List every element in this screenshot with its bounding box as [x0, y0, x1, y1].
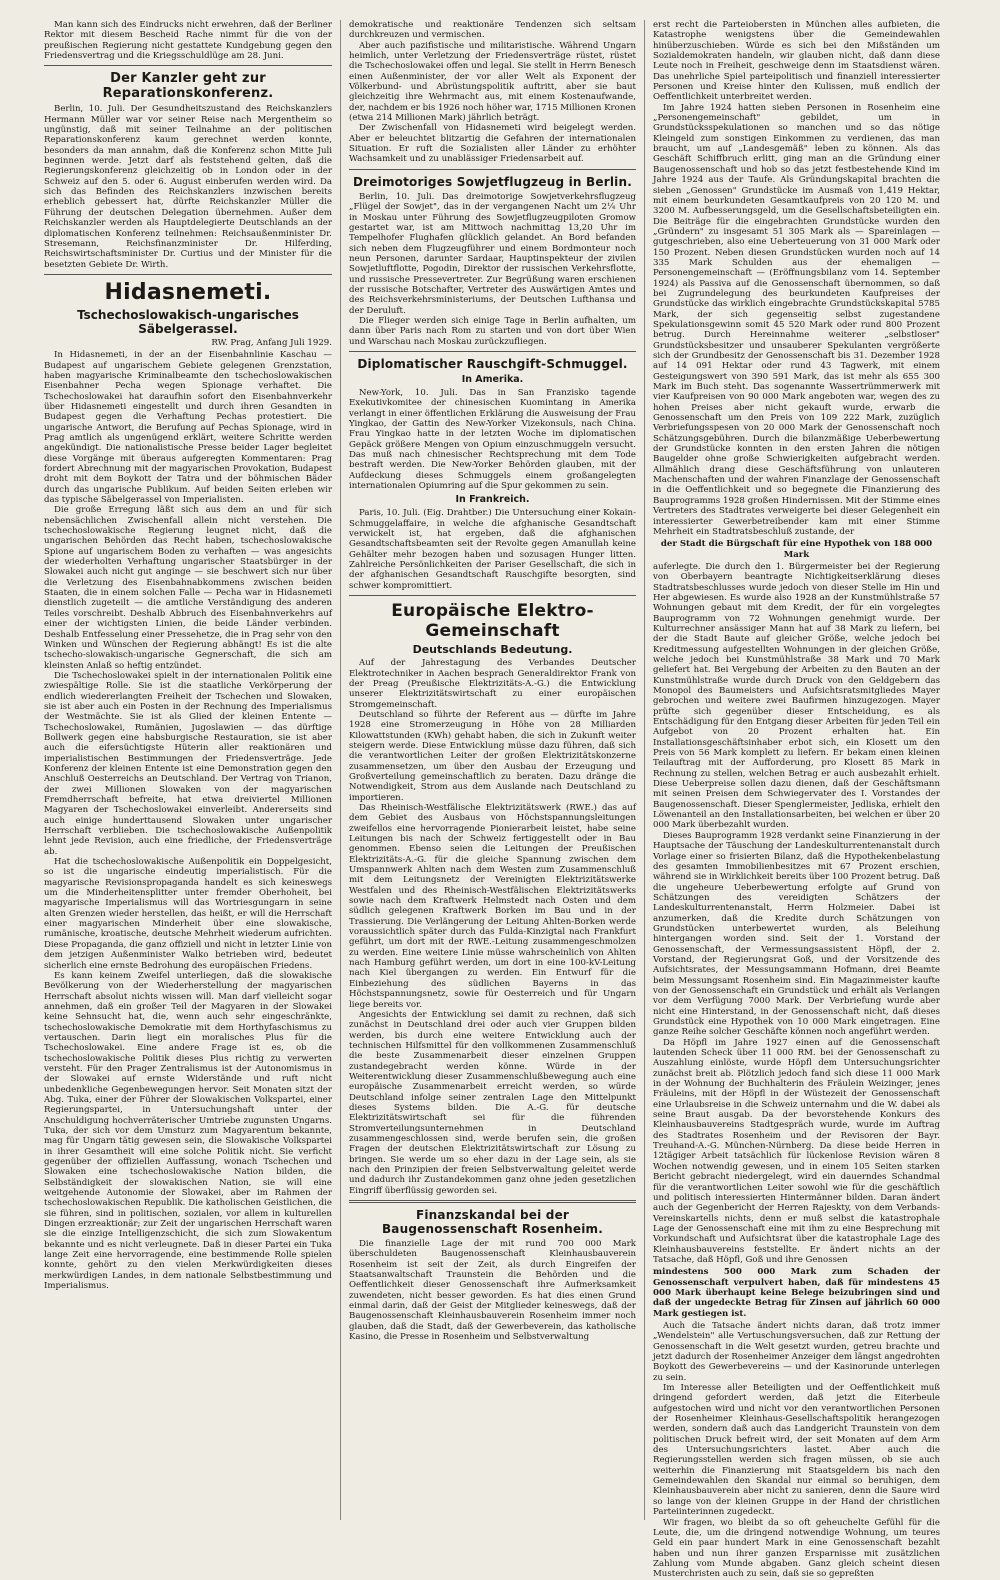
rausch-headline: Diplomatischer Rauschgift-Schmuggel.	[357, 356, 628, 371]
divider	[349, 1200, 636, 1203]
schaden-highlight: mindestens 500 000 Mark zum Schaden der Genossenschaft verpulvert haben, daß für mindestens 45 000 Mark überhaupt keine Belege beizubringen sind und daß der ungedeckte Betrag für Zinsen auf jährlich 60 000 Mark gestiegen ist.	[653, 1267, 940, 1319]
continued-paragraph-1: demokratische und reaktionäre Tendenzen sich seltsam durchkreuzen und vermischen.	[349, 20, 636, 41]
rosen-headline: Finanzskandal bei der Baugenossenschaft Rosenheim.	[381, 1208, 604, 1237]
hidas-paragraph-1: In Hidasnemeti, in der an der Eisenbahnlinie Kaschau — Budapest auf ungarischem Gebiete gelegenen Grenzstation, haben magyarische Kriminalbeamte den tschechoslowakischen Eisenbahner Pecha wegen Spionage verhaftet. Die Tschechoslowakei hat daraufhin sofort den Eisenbahnverkehr über Hidasnemeti eingestellt und durch ihren Gesandten in Budapest gegen die Verhaftung Pechas protestiert. Die ungarische Antwort, die Berufung auf Pechas Spionage, wird in Prag amtlich als ungenügend erklärt, weitere Schritte werden angekündigt. Die nationalistische Presse beider Lager begleitet diese Vorgänge mit überaus aufgeregten Kommentaren: Prag fordert Abrechnung mit der magyarischen Provokation, Budapest droht mit dem Boykott der Tatra und der böhmischen Bäder durch das ungarische Publikum. Auf beiden Seiten erleben wir das typische Säbelgerassel von Imperialisten.	[44, 350, 332, 506]
rosen-continued-2: Im Jahre 1924 hatten sieben Personen in Rosenheim eine „Personengemeinschaft" gebildet, um in Grundstücksspekulationen so manchen und so das nötige Kleingeld zum sonstigen Einkommen zu verdienen, das man braucht, um auf „Landesgemäß" leben zu können. Als das Geschäft Schiffbruch erlitt, ging man an die Gründung einer Baugenossenschaft und hob so das jetzt festbestehende Kind im Jahre 1924 aus der Taufe. Als Gründungskapital brachten die sieben „Genossen" Grundstücke im Ausmaß von 1,419 Hektar, mit einem beurkundeten Gesamtkaufpreis von 20 120 M. und 3200 M. Aufbesserungsgeld, um die Gesellschaftsbeteiligten ein. Die Beiträge für die eingebrachten Grundstücke wurden den „Gründern" zu insgesamt 51 305 Mark als — Spareinlagen — gutgeschrieben, also eine Ueberteuerung von 31 000 Mark oder 150 Prozent. Neben diesen Grundstücken wurden noch auf 14 335 Mark Schulden aus der ehemaligen — Personengemeinschaft — (Eröffnungsbilanz vom 14. September 1924) als Passiva auf die Genossenschaft übernommen, so daß bei Zugrundelegung des beurkundeten Kaufpreises der Grundstücke das wirklich eingebrachte Grundstückskapital 5785 Mark, der sich gegenseitig selbst zugestandene Spekulationsgewinn somit 45 520 Mark oder rund 800 Prozent betrug. Durch Hereinnahme weiterer „selbstloser" Grundstücksbesitzer und unsauberer Spekulanten vergrößerte sich der Grundbesitz der Genossenschaft bis 31. Dezember 1928 auf 14 091 Hektar oder rund 43 Tagwerk, mit einem Gesteigungswert von 390 591 Mark, das ist mehr als 655 300 Mark im Buch steht. Das sogenannte Wassertrümmerwerk mit vier Kaufpreisen von 90 000 Mark angeboten war, wegen des zu hohen Preises aber nicht gekauft wurde, erwarb die Genossenschaft um den Preis von 109 222 Mark, zuzüglich Verbriefungsspesen von 20 000 Mark der Genossenschaft noch Schätzungsgebühren. Durch die bilanzmäßige Ueberbewertung der Grundstücke konnten in den ersten Jahren die nötigen Baugelder ohne große Schwierigkeiten aufgebracht werden. Allmählich drang diese Geschäftsführung von unlauteren Machenschaften und der wahren Finanzlage der Genossenschaft in die Oeffentlichkeit und so begegnete die Finanzierung des Bauprogramms 1928 großen Hindernissen. Mit der Stimme eines Vertreters des Stadtrates verweigerte bei dieser Gelegenheit ein interessierter Gewerbetreibender kam mit einer Stimme Mehrheit ein Stadtratsbeschluß zustande, der	[653, 102, 940, 537]
intro-paragraph: Man kann sich des Eindrucks nicht erwehren, daß der Berliner Rektor mit diesem Bescheid Rache nimmt für die von der preußischen Regierung nicht gestattete Kundgebung gegen den Friedensvertrag und die Kriegsschuldlüge am 28. Juni.	[44, 20, 332, 62]
buergschaft-highlight: der Stadt die Bürgschaft für eine Hypothek von 188 000 Mark	[660, 539, 933, 560]
divider	[44, 65, 332, 66]
hidas-paragraph-5: Es kann keinem Zweifel unterliegen, daß die slowakische Bevölkerung von der Wiederherstellung der magyarischen Herrschaft absolut nichts wissen will. Man darf vielleicht sogar annehmen, daß ein großer Teil der Magyaren in der Slowakei keine Sehnsucht hat, die, wenn auch sehr eingeschränkte, tschechoslowakische Demokratie mit dem Horthyfaschismus zu vertauschen. Darin liegt ein moralisches Plus für die Tschechoslowakei. Eine andere Frage ist es, ob die tschechoslowakische Politik dieses Plus richtig zu verwerten versteht. Für den Prager Zentralismus ist der Autonomismus in der Slowakei auf ernste Widerstände und ruft nicht unbedenkliche Gegenbewegungen hervor. Seit Monaten sitzt der Abg. Tuka, einer der Führer der Slowakischen Volkspartei, einer Regierungspartei, in Untersuchungshaft unter der Anschuldigung hochverräterischer Umtriebe zugunsten Ungarns. Tuka, der sich vor dem Umsturz zum Magyarentum bekannte, mag für Ungarn tätig gewesen sein, die Slowakische Volkspartei in ihrer Gesamtheit will eine solche Politik nicht. Sie verficht gegenüber der offiziellen Auffassung, wonach Tschechen und Slowaken eine tschechoslowakische Nation bilden, die Selbständigkeit der slowakischen Nation, sie will eine weitgehende Autonomie der Slowakei, aber im Rahmen der tschechoslowakischen Republik. Die katholischen Geistlichen, die sie führen, sind in politischen, sozialen, vor allem in kulturellen Dingen erzreaktionär; zur Zeit der ungarischen Herrschaft waren sie die einzige Intelligenzschicht, die sich zum Slowakentum bekannte und es nicht verleugnete. Daß in dieser Partei ein Tuka lange Zeit eine hervorragende, eine bestimmende Rolle spielen konnte, gehört zu den vielen Merkwürdigkeiten dieses merkwürdigen Landes, in dem nationale Selbstbestimmung und Imperialismus.	[44, 970, 332, 1292]
hidas-subheadline: Tschechoslowakisch-ungarisches Säbelgerassel.	[77, 307, 299, 336]
sowjet-paragraph-1: Berlin, 10. Juli. Das dreimotorige Sowjetverkehrsflugzeug „Flügel der Sowjet", das in der vergangenen Nacht um 2¼ Uhr in Moskau unter Führung des Sowjetflugzeugpiloten Gromow gestartet war, ist am Mittwoch nachmittag 13,20 Uhr im Tempelhofer Flughafen glücklich gelandet. An Bord befanden sich neben dem Flugzeugführer und einem Bordmonteur noch neun Personen, darunter Sardaar, Hauptinspekteur der zivilen Sowjetluftflotte, Pogodin, Direktor der russischen Verkehrsflotte, und russische Pressevertreter. Zur Begrüßung waren erschienen der russische Botschafter, Vertreter des Auswärtigen Amtes und des Reichsverkehrsministeriums, der Deutschen Lufthansa und der Deruluft.	[349, 191, 636, 316]
hidas-headline: Hidasnemeti.	[104, 279, 272, 305]
rosen-continued-5: Da Höpfl im Jahre 1927 einen auf die Genossenschaft lautenden Scheck über 11 000 RM. bei der Genossenschaft zu Auszahlung einlöste, wurde Höpfl dem Untersuchungsrichter zunächst breit ab. Plötzlich jedoch fand sich diese 11 000 Mark in der Wohnung der Buchhalterin des Fräulein Weizinger, jenes Fräuleins, mit der Höpfl in der Wüstezeit der Genossenschaft eine Urlaubsreise in die Schweiz unternahm und die W. dabei als seine Braut ausgab. Da der bevorstehende Konkurs des Kleinhausbauvereins Stadtgespräch wurde, wurde im Auftrag des Stadtrates Rosenheim und der Revisoren der Bayr. Treuhand-A.-G. München-Nürnberg. Da diese beide Herren in 12tägiger Arbeit tatsächlich für lückenlose Revision wären 8 Wochen notwendig gewesen, und in einem 105 Seiten starken Bericht gebracht niedergelegt, wird ein dauerndes Schandmal für die verantwortlichen Leiter sowohl wie für die geschäftlich und politisch interessierten Hintermänner bilden. Daran ändert auch der Gegenbericht der Herren Rajeskty, von dem Verbands-Vereinskartells nichts, denn er muß selbst die katastrophale Lage der Genossenschaft eine mit ihm zu eine Besprechung mit Vorkundschaft und Aufsichtsrat über die katastrophale Lage des Kleinhausbauvereins feststellte. Er ändert nichts an der Tatsache, daß Höpfl, Goß und ihre Genossen	[653, 1037, 940, 1265]
elektro-paragraph-4: Angesichts der Entwicklung sei damit zu rechnen, daß sich zunächst in Deutschland drei oder auch vier Gruppen bilden werden, bis durch eine weitere Entwicklung auch der technischen Hilfsmittel für den vollkommenen Zusammenschluß die beste Zusammenarbeit dieser einzelnen Gruppen zustandegebracht werden könne. Würde in der Weiterentwicklung dieser Zusammenschlußbewegung auch eine europäische Zusammenarbeit erreicht werden, so würde Deutschland infolge seiner zentralen Lage den Mittelpunkt dieses Systems bilden. Die A.-G. für deutsche Elektrizitätswirtschaft sei für die führenden Stromverteilungsunternehmen in Deutschland zusammengeschlossen sind, werde berufen sein, die großen Fragen der deutschen Elektrizitätswirtschaft zur Lösung zu bringen. Sie werde um so eher dazu in der Lage sein, als sie nach den Prinzipien der freien Selbstverwaltung geleitet werde und dadurch ihr Zustandekommen ganz ohne jeden gesetzlichen Eingriff überflüssig geworden sei.	[349, 1009, 636, 1196]
elektro-paragraph-1: Auf der Jahrestagung des Verbandes Deutscher Elektrotechniker in Aachen besprach Generaldirektor Frank von der Preag (Preußische Elektrizitäts-A.-G.) die Entwicklung unserer Elektrizitätswirtschaft zu einer europäischen Stromgemeinschaft.	[349, 658, 636, 710]
rosen-continued-6: Auch die Tatsache ändert nichts daran, daß trotz immer „Wendelstein" alle Vertuschungsversuchen, daß zur Rettung der Genossenschaft in die Welt gesetzt wurden, getreu brachte und jetzt dadurch der Rosenheimer Anzeiger dem längst angedrohten Boykott des Gewerbevereins — und der Kasinorunde unterlegen zu sein.	[653, 1320, 940, 1383]
rosen-continued-7: Im Interesse aller Beteiligten und der Oeffentlichkeit muß dringend gefordert werden, daß jetzt die Eiterbeule aufgestochen wird und nicht vor den verantwortlichen Personen der Rosenheimer Kleinhaus-Gesellschaftspolitik herangezogen werden, sondern daß auch das Landgericht Traunstein von dem politischen Druck befreit wird, der seit Monaten auf dem Arm des Untersuchungsrichters lastet. Aber auch die Regierungsstellen werden sich fragen müssen, ob sie auch weiterhin die Finanzierung mit Staatsgeldern bis nach den Gemeindewahlen den Skandal nur einmal so beruhigen, dem Kleinhausbauverein aber nicht zu sanieren, denn die Saure wird so lange von der kleinen Gruppe in der Hand der christlichen Parteiinterinnen zugedeckt.	[653, 1383, 940, 1518]
rosen-continued-4: Dieses Bauprogramm 1928 verdankt seine Finanzierung in der Hauptsache der Täuschung der Landeskulturrentenanstalt durch Vorlage einer so frisierten Bilanz, daß die Hypothekenbelastung des gesamten Immobilienbesitzes mit 67 Prozent erschien, während sie in Wirklichkeit bereits über 100 Prozent betrug. Daß die ungeheure Ueberbewertung erfolgte auf Grund von Schätzungen des vereidigten Schätzers der Landeskulturrentenanstalt, Herrn Holzmeier. Dabei ist anzumerken, daß die Kredite durch Schätzungen von Grundstücken unterbewertet wurden, als Beleihung hintergangen worden sind. Seit der 1. Vorstand der Genossenschaft, der Vermessungsassistent Höpfl, der 2. Vorstand, der Regierungsrat Goß, und der Vorsitzende des Aufsichtsrates, der Messungsammann Hofmann, drei Beamte beim Messungsamt Rosenheim sind. Ein Magazinmeister kaufte von der Genossenschaft ein Grundstück und erhält als Verlangen vor dem Verfügung 7000 Mark. Der Verbriefung wurde aber nicht eine Hinterstand, in der Genossenschaft nicht, daß dieses Grundstück eine Hypothek von 10 000 Mark eingetragen. Eine ganze Reihe solcher Geschäfte können noch angeführt werden.	[653, 830, 940, 1038]
divider	[44, 274, 332, 275]
sowjet-headline: Dreimotoriges Sowjetflugzeug in Berlin.	[353, 174, 632, 189]
rausch-subheading-france: In Frankreich.	[455, 494, 530, 506]
hidas-paragraph-3: Die Tschechoslowakei spielt in der internationalen Politik eine zwiespältige Rolle. Sie ist die staatliche Verkörperung der endlich wiedererlangten Freiheit der Tschechen und Slowaken, sie ist aber auch ein Posten in der Rechnung des Imperialismus der Westmächte. Sie ist als Glied der kleinen Entente — Tschechoslowakei, Rumänien, Jugoslawien — das dürftige Bollwerk gegen eine habsburgische Restauration, sie ist aber auch die eifersüchtigste Hüterin aller reaktionären und imperialistischen Bestimmungen der Friedensverträge. Jede Konferenz der kleinen Entente ist eine Demonstration gegen den Anschluß Oesterreichs an Deutschland. Der Vertrag von Trianon, der zwei Millionen Slowaken von der magyarischen Fremdherrschaft befreite, hat etwa dreiviertel Millionen Magyaren der Tschechoslowakei einverleibt. Andererseits sind auch einige hunderttausend Slowaken unter ungarischer Herrschaft verblieben. Die tschechoslowakische Außenpolitik lehnt jede Revision, auch eine friedliche, der Friedensverträge ab.	[44, 670, 332, 857]
rausch-subheading-america: In Amerika.	[461, 373, 524, 385]
rausch-paragraph-2: Paris, 10. Juli. (Eig. Drahtber.) Die Untersuchung einer Kokain-Schmuggelaffaire, in welche die afghanische Gesandtschaft verwickelt ist, hat ergeben, daß die afghanischen Gesandtschaftsbeamten seit der Revolte gegen Amanullah keine Gehälter mehr bezogen haben und sozusagen Hunger litten. Zahlreiche Persönlichkeiten der Pariser Gesellschaft, die sich in der afghanischen Gesandtschaft Rauschgifte besorgten, sind schwer kompromittiert.	[349, 508, 636, 591]
continued-paragraph-3: Der Zwischenfall von Hidasnemeti wird beigelegt werden. Aber er beleuchtet blitzartig die Gefahren der internationalen Situation. Er ruft die Sozialisten aller Länder zu erhöhter Wachsamkeit und zu unablässiger Friedensarbeit auf.	[349, 123, 636, 165]
elektro-subheadline: Deutschlands Bedeutung.	[412, 643, 573, 657]
rosen-continued-3: auferlegte. Die durch den 1. Bürgermeister bei der Regierung von Oberbayern beantragte Nichtigkeitserklärung dieses Stadtratsbeschlusses wurde jedoch von dieser Stelle im Hin und Her abgewiesen. Es wurde also 1928 an der Kunstmühlstraße 57 Wohnungen gebaut mit dem Kredit, der für ein vorgelegtes Bauprogramm von 72 Wohnungen genehmigt wurde. Der Kulturrechner ansässiger Mann hat auf 38 Mark zu liefern, bei der die Stadt Baute auf gleicher Größe, welche jedoch bei Kreditmessung aufgestellten Wohnungen in der gleichen Größe, welche jedoch bei Kunstmühlstraße 38 Mark und 70 Mark geliefert hat. Bei Vergebung der Arbeiten zu den Bauten an der Kunstmühlstraße wurde durch Druck von den Geldgebern das Monopol des Baumeisters und Aufsichtsratsmitgliedes Mayer gebrochen und weitere zwei Baufirmen hinzugezogen. Mayer prüfte sich gegenüber dieser Entscheidung, es als Entschädigung für den Entgang dieser Arbeiten für jeden Teil ein Aufgebot von 20 Prozent erhalten hat. Ein Installationsgeschäftsinhaber erbot sich, ein Klosett um den Preis von 56 Mark komplett zu liefern. Er bekam einen kleinen Teilauftrag mit der Aufforderung, pro Klosett 85 Mark in Rechnung zu stellen, welchen Betrag er auch ausbezahlt erhielt. Diese Ueberpreise sollen dazu dienen, daß der Geschäftsmann mit seinen Preisen dem Schwiegervater des I. Vorstandes der Baugenossenschaft. Dieser Spenglermeister, Jedliska, erhielt den Löwenanteil an den Installationsarbeiten, bei welchen er über 20 000 Mark überbezahlt wurden.	[653, 561, 940, 831]
elektro-paragraph-3: Das Rheinisch-Westfälische Elektrizitätswerk (RWE.) das auf dem Gebiet des Ausbaus von Höchstspannungsleitungen zweifellos eine hervorragende Pionierarbeit leistet, habe seine Leitungen bis nach der Schweiz fertiggestellt oder in Bau genommen. Ebenso seien die Leitungen der Preußischen Elektrizitäts-A.-G. für die gleiche Spannung zwischen dem Umspannwerk Ahlten nach dem Westen zum Zusammenschluß mit dem Leitungsnetz der Vereinigten Elektrizitätswerke Westfalen und des Rheinisch-Westfälischen Elektrizitätswerks sowie nach dem Kraftwerk Helmstedt nach Osten und dem südlich gelegenen Kraftwerk Borken im Bau und in der Trassierung. Die Verlängerung der Leitung Ahlten-Borken werde voraussichtlich später durch das Fulda-Kinzigtal nach Frankfurt geführt, um dort mit der RWE.-Leitung zusammengeschmolzen zu werden. Eine weitere Linie müsse wahrscheinlich von Ahlten nach Hamburg geführt werden, um dort in eine 100-kV-Leitung nach Kiel übergangen zu werden. Ein Entwurf für die Einbeziehung des südlichen Bayerns in das Höchstspannungsnetz, sowie für Oesterreich und für Ungarn liege bereits vor.	[349, 802, 636, 1010]
elektro-headline: Europäische Elektro-Gemeinschaft	[391, 601, 594, 642]
hidas-paragraph-4: Hat die tschechoslowakische Außenpolitik ein Doppelgesicht, so ist die ungarische eindeutig imperialistisch. Für die magyarische Revisionspropaganda handelt es sich keineswegs um die Minderheitensplitter unter fremder Oberhoheit, bei magyarische Imperialismus will das Wortriesgungarn in seine alten Grenzen wieder herstellen, das heißt, er will die Herrschaft einer magyarischen Minderheit über eine slowakische, rumänische, kroatische, deutsche Mehrheit wiederum aufrichten. Diese Propaganda, die ganz offiziell und nicht in letzter Linie von dem jetzigen Außenminister Walko betrieben wird, bedeutet sicherlich eine ernste Bedrohung des europäischen Friedens.	[44, 857, 332, 971]
divider	[349, 595, 636, 596]
column-right	[644, 20, 948, 1580]
rosen-continued-8: Wir fragen, wo bleibt da so oft geheuchelte Gefühl für die Leute, die, um die dringend notwendige Wohnung, um teures Geld ein paar hundert Mark in eine Genossenschaft bezahlt haben und nun ihrer ganzen Ersparnisse mit zusätzlichen Zahlung vom Munde abgaben. Ganz gleich scheint diesen Musterchristen auch zu sein, daß sie so gepreßten	[653, 1517, 940, 1580]
hidas-paragraph-2: Die große Erregung läßt sich aus dem an und für sich nebensächlichen Zwischenfall allein nicht verstehen. Die tschechoslowakische Regierung leugnet nicht, daß die ungarischen Behörden das Recht haben, tschechoslowakische Spione auf ungarischem Boden zu verhaften — was angesichts der wiederholten Verhaftung ungarischer Staatsbürger in der Slowakei auch nicht gut anginge — sie beschwert sich nur über die Verletzung des Eisenbahnabkommens zwischen beiden Staaten, die in einem solchen Falle — Pecha war in Hidasnemeti dienstlich zugeteilt — die amtliche Verständigung des anderen Teiles vorschreibt. Deshalb Abbruch des Eisenbahnverkehrs auf einer der wichtigsten Linien, die beide Länder verbinden. Deshalb Entfesselung einer Pressehetze, die in Prag sehr von den Winken und Wünschen der Regierung abhängt! Es ist die alte tschecho-slowakisch-ungarische Gegnerschaft, die sich am kleinsten Anlaß so heftig entzündet.	[44, 505, 332, 671]
divider	[349, 169, 636, 170]
continued-paragraph-2: Aber auch pazifistische und militaristische. Während Ungarn heimlich, unter Verletzung der Friedensverträge rüstet, rüstet die Tschechoslowakei offen und legal. Sie stellt in Herrn Benesch einen Außenminister, der vor aller Welt als Exponent der Völkerbund- und Abrüstungspolitik auftritt, aber sie baut gleichzeitig ihre Wehrmacht aus, mit einem Kostenaufwande, der, nachdem er bis 1926 noch höher war, 1715 Millionen Kronen (etwa 214 Millionen Mark) jährlich beträgt.	[349, 40, 636, 124]
kanzler-paragraph: Berlin, 10. Juli. Der Gesundheitszustand des Reichskanzlers Hermann Müller war vor seiner Reise nach Mergentheim so ungünstig, daß mit seiner Teilnahme an der politischen Reparationskonferenz kaum gerechnet werden konnte, besonders da man annahm, daß die Konferenz schon Mitte Juli beginnen werde. Jetzt darf als feststehend gelten, daß die Regierungskonferenz gleichzeitig ob in London oder in der Schweiz auf den 5. oder 6. August einberufen werden wird. Da sich das Befinden des Reichskanzlers inzwischen bereits erheblich gebessert hat, dürfte Reichskanzler Müller die Führung der deutschen Delegation übernehmen. Außer dem Reichskanzler werden als Hauptdelegierte Deutschlands an der diplomatischen Konferenz teilnehmen: Reichsaußenminister Dr. Stresemann, Reichsfinanzminister Dr. Hilferding, Reichswirtschaftsminister Dr. Curtius und der Minister für die besetzten Gebiete Dr. Wirth.	[44, 104, 332, 270]
rausch-paragraph-1: New-York, 10. Juli. Das in San Franzisko tagende Exekutivkomitee der chinesischen Kuomintang in Amerika verlangt in einer öffentlichen Erklärung die Ausweisung der Frau Yingkao, der Gattin des New-Yorker Vizekonsuls, nach China. Frau Yingkao hatte in der letzten Woche im diplomatischen Gepäck größere Mengen von Opium einzuschmuggeln versucht. Das muß nach chinesischer Rechtsprechung mit dem Tode bestraft werden. Die New-Yorker Behörden glauben, mit der Aufdeckung dieses Schmuggels einem großangelegten internationalen Opiumring auf die Spur gekommen zu sein.	[349, 387, 636, 492]
column-container	[36, 20, 986, 1580]
rosen-continued-1: erst recht die Parteiobersten in München alles aufbieten, die Katastrophe wenigstens über die Gemeindewahlen hinüberzuschieben. Würde es sich bei den Mißständen um Sozialdemokraten handeln, wir glauben nicht, daß dann diese Leute noch in Freiheit, geschweige denn im Staatsdienst wären. Das unehrliche Spiel parteipolitisch und finanziell interessierter Personen und Kreise hinter den Kulissen, muß endlich der Oeffentlichkeit unterbreitet werden.	[653, 20, 940, 103]
divider	[349, 351, 636, 352]
rosen-paragraph-1: Die finanzielle Lage der mit rund 700 000 Mark überschuldeten Baugenossenschaft Kleinhausbauverein Rosenheim ist seit der Zeit, als durch Eingreifen der Staatsanwaltschaft Traunstein die Behörden und die Oeffentlichkeit dieser Genossenschaft ihre Aufmerksamkeit zuwendeten, nicht besser geworden. Es hat dies einen Grund einmal darin, daß der Geist der Mitglieder keineswegs, daß der Baugenossenschaft Kleinhausbauverein Rosenheim immer noch glauben, daß die Stadt, daß der Gewerbeverein, das katholische Kasino, die Presse in Rosenheim und Selbstverwaltung	[349, 1239, 636, 1343]
elektro-paragraph-2: Deutschland so führte der Referent aus — dürfte im Jahre 1928 eine Stromerzeugung in Höhe von 28 Milliarden Kilowattstunden (KWh) gehabt haben, die sich in Zukunft weiter steigern werde. Diese Entwicklung müsse dazu führen, daß sich die verantwortlichen Leiter der großen Elektrizitätskonzerne zusammensetzen, um über den Ausbau der Erzeugung und Großverteilung gemeinschaftlich zu beraten. Dazu dränge die Notwendigkeit, Strom aus dem Auslande nach Deutschland zu importieren.	[349, 709, 636, 803]
column-middle	[340, 20, 644, 1520]
column-left	[36, 20, 340, 1520]
kanzler-headline: Der Kanzler geht zur Reparationskonferenz.	[102, 71, 274, 102]
hidas-dateline: RW. Prag, Anfang Juli 1929.	[211, 337, 332, 348]
sowjet-paragraph-2: Die Flieger werden sich einige Tage in Berlin aufhalten, um dann über Paris nach Rom zu starten und von dort über Wien und Warschau nach Moskau zurückzufliegen.	[349, 315, 636, 347]
